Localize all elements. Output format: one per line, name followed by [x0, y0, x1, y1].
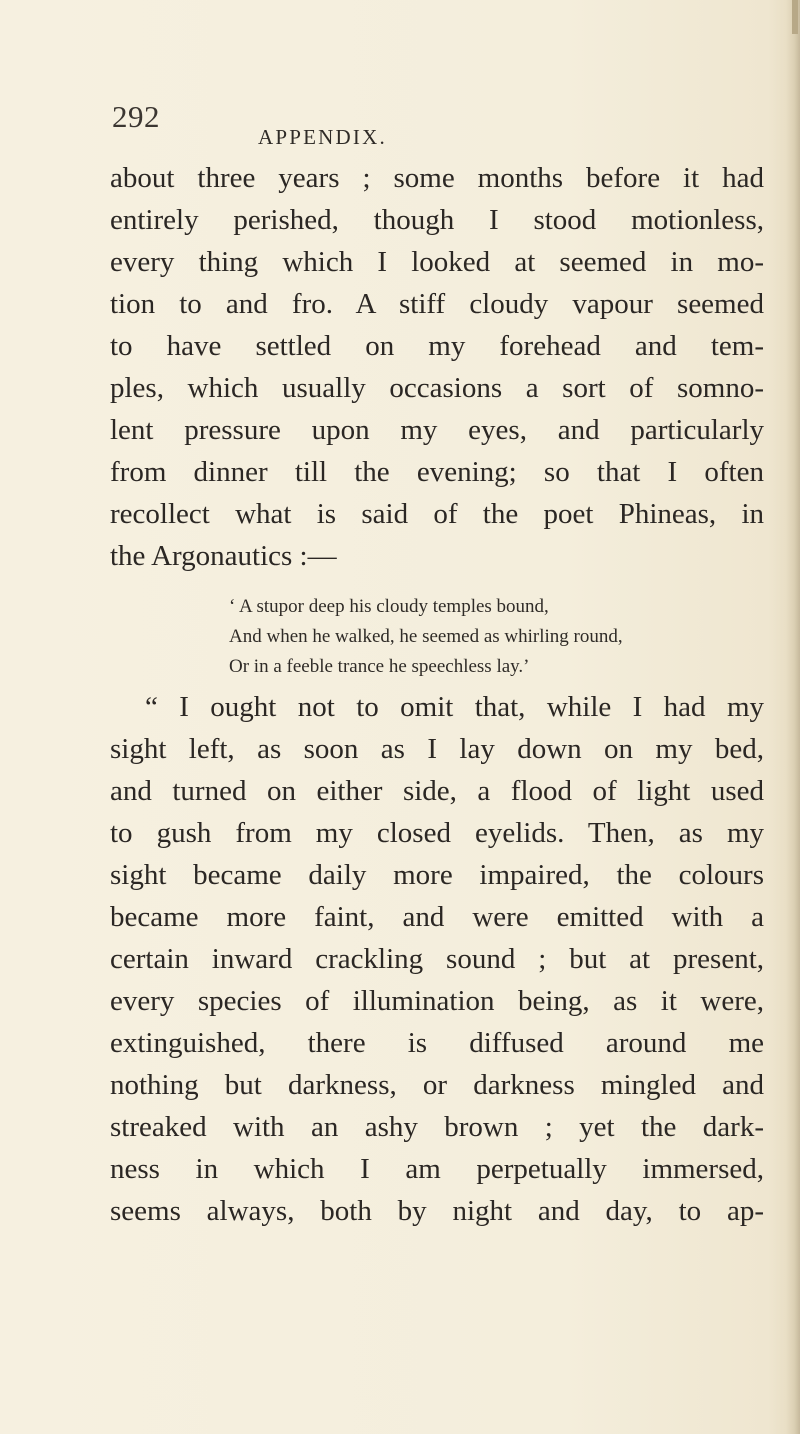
text-line: the Argonautics :—	[110, 540, 337, 572]
page-edge-mark	[792, 0, 798, 34]
verse-line: Or in a feeble trance he speechless lay.’	[229, 656, 530, 677]
text-line: to gush from my closed eyelids. Then, as my	[110, 817, 764, 849]
text-line: sight became daily more impaired, the colours	[110, 859, 764, 891]
text-line: entirely perished, though I stood motionless,	[110, 204, 764, 236]
text-line: about three years ; some months before it had	[110, 162, 764, 194]
verse-line: And when he walked, he seemed as whirling round,	[229, 626, 623, 647]
page-edge-shadow	[786, 0, 800, 1434]
page-number: 292	[112, 99, 160, 134]
text-line: streaked with an ashy brown ; yet the dark-	[110, 1111, 764, 1143]
text-line: seems always, both by night and day, to ap-	[110, 1195, 764, 1227]
text-line: and turned on either side, a flood of light used	[110, 775, 764, 807]
text-line: “ I ought not to omit that, while I had my	[145, 691, 764, 723]
text-line: lent pressure upon my eyes, and particularly	[110, 414, 764, 446]
verse-line: ‘ A stupor deep his cloudy temples bound,	[229, 596, 549, 617]
text-line: ness in which I am perpetually immersed,	[110, 1153, 764, 1185]
text-line: every thing which I looked at seemed in mo-	[110, 246, 764, 278]
running-head: APPENDIX.	[258, 125, 387, 149]
text-line: recollect what is said of the poet Phineas, in	[110, 498, 764, 530]
text-line: ples, which usually occasions a sort of somno-	[110, 372, 764, 404]
text-line: extinguished, there is diffused around me	[110, 1027, 764, 1059]
text-line: became more faint, and were emitted with a	[110, 901, 764, 933]
text-line: certain inward crackling sound ; but at present,	[110, 943, 764, 975]
text-line: every species of illumination being, as it were,	[110, 985, 764, 1017]
text-line: to have settled on my forehead and tem-	[110, 330, 764, 362]
text-line: from dinner till the evening; so that I often	[110, 456, 764, 488]
text-line: sight left, as soon as I lay down on my bed,	[110, 733, 764, 765]
text-line: nothing but darkness, or darkness mingled and	[110, 1069, 764, 1101]
text-line: tion to and fro. A stiff cloudy vapour seemed	[110, 288, 764, 320]
